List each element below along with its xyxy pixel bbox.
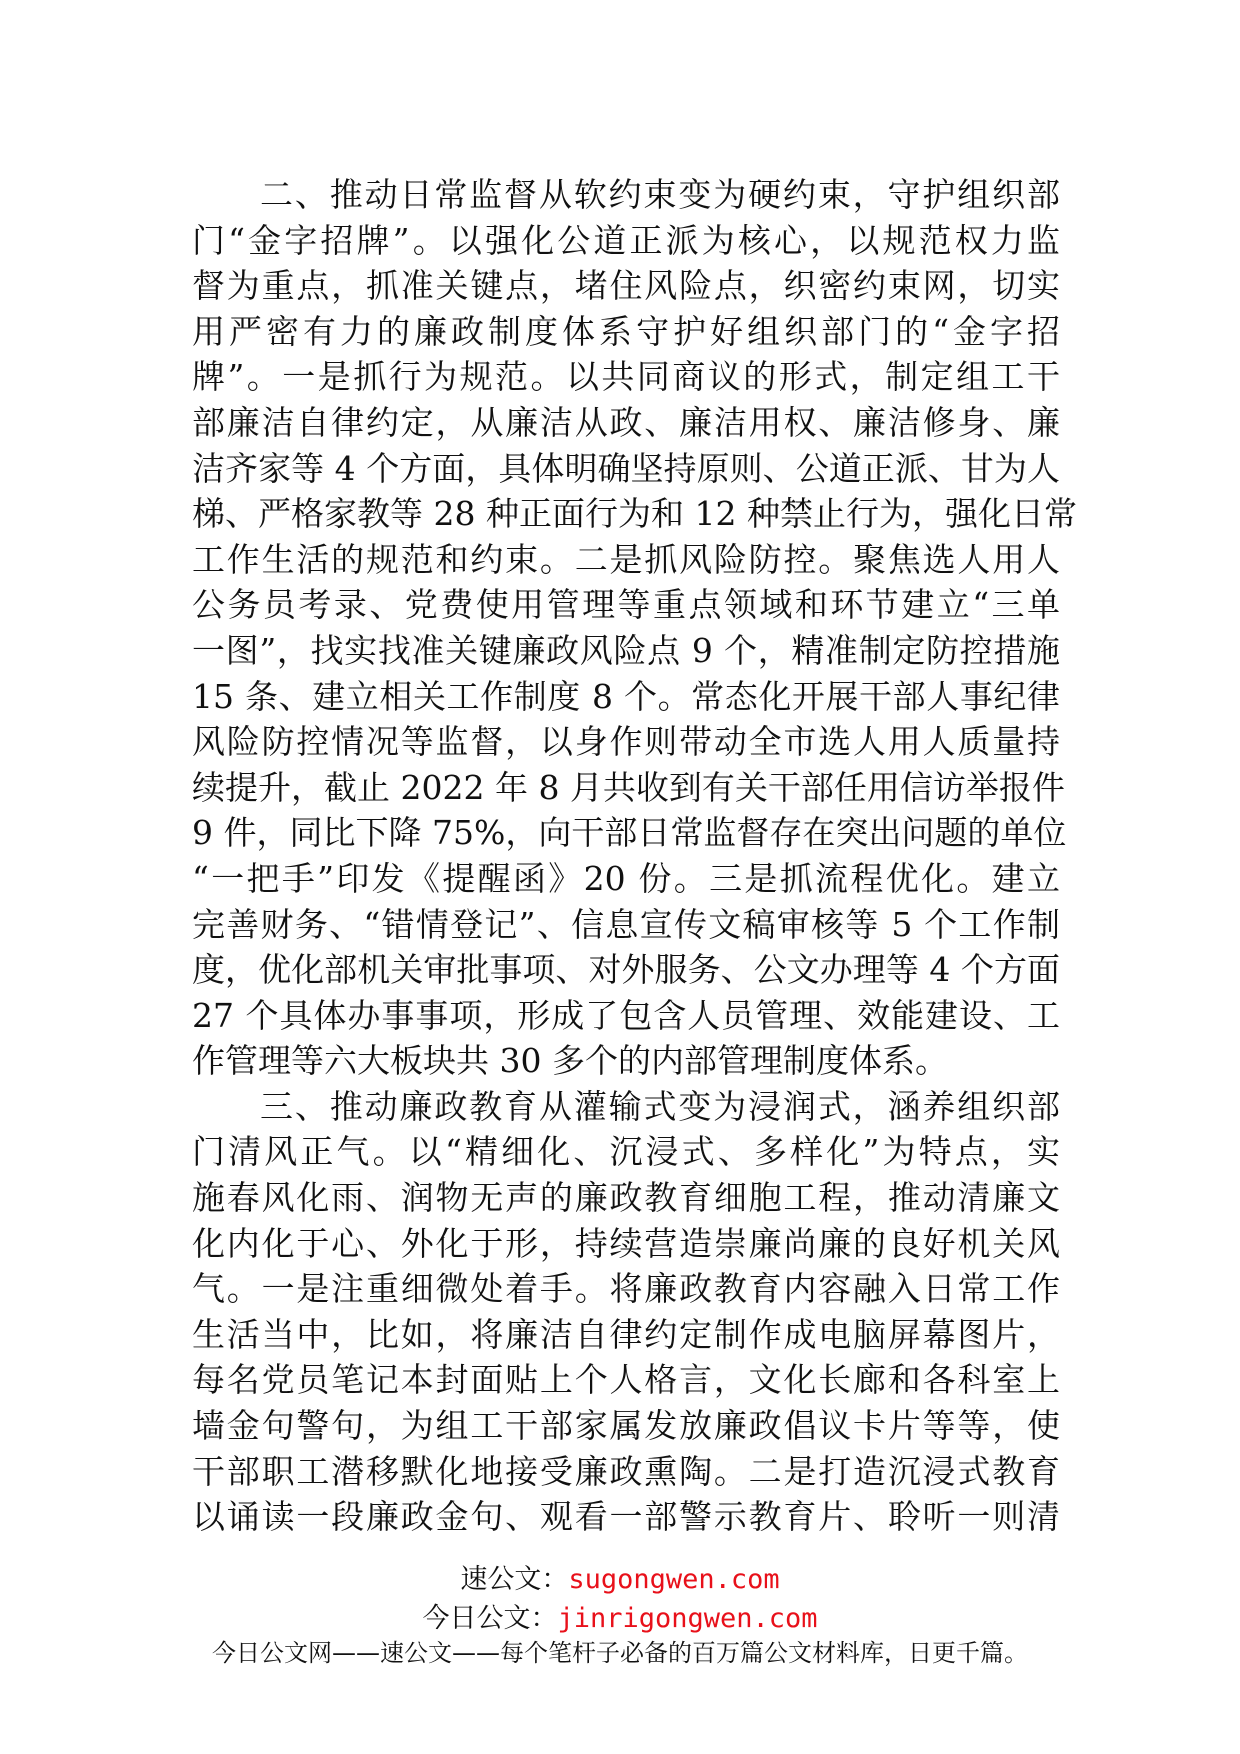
footer-site1: [0, 1557, 1240, 1596]
text-line: 三、推动廉政教育从灌输式变为浸润式，涵养组织部: [260, 1086, 1060, 1126]
footer-site2-label: 今日公文：: [422, 1603, 558, 1634]
text-line: 墙金句警句，为组工干部家属发放廉政倡议卡片等等，使: [192, 1406, 1060, 1446]
footer-site2-link[interactable]: jinrigongwen.com: [557, 1603, 818, 1634]
document-body: [192, 172, 1077, 1540]
text-line: 施春风化雨、润物无声的廉政教育细胞工程，推动清廉文: [192, 1178, 1060, 1218]
text-line: 门“金字招牌”。以强化公道正派为核心，以规范权力监: [192, 220, 1060, 260]
footer-site2: [0, 1596, 1240, 1635]
text-line: 27 个具体办事事项，形成了包含人员管理、效能建设、工: [192, 995, 1060, 1035]
text-line: 续提升，截止 2022 年 8 月共收到有关干部任用信访举报件: [192, 767, 1065, 807]
text-line: 气。一是注重细微处着手。将廉政教育内容融入日常工作: [192, 1269, 1060, 1309]
text-line: 完善财务、“错情登记”、信息宣传文稿审核等 5 个工作制: [192, 904, 1060, 944]
text-line: 风险防控情况等监督，以身作则带动全市选人用人质量持: [192, 722, 1060, 762]
text-line: 生活当中，比如，将廉洁自律约定制作成电脑屏幕图片，: [192, 1314, 1060, 1354]
text-line: 梯、严格家教等 28 种正面行为和 12 种禁止行为，强化日常: [192, 494, 1077, 534]
text-line: 部廉洁自律约定，从廉洁从政、廉洁用权、廉洁修身、廉: [192, 402, 1060, 442]
text-line: 公务员考录、党费使用管理等重点领域和环节建立“三单: [192, 585, 1060, 625]
text-line: 以诵读一段廉政金句、观看一部警示教育片、聆听一则清: [192, 1497, 1060, 1537]
text-line: 督为重点，抓准关键点，堵住风险点，织密约束网，切实: [192, 266, 1060, 306]
text-line: 15 条、建立相关工作制度 8 个。常态化开展干部人事纪律: [192, 676, 1060, 716]
text-line: 门清风正气。以“精细化、沉浸式、多样化”为特点，实: [192, 1132, 1060, 1172]
text-line: 化内化于心、外化于形，持续营造崇廉尚廉的良好机关风: [192, 1223, 1060, 1263]
text-line: 二、推动日常监督从软约束变为硬约束，守护组织部: [260, 175, 1060, 214]
text-line: “一把手”印发《提醒函》20 份。三是抓流程优化。建立: [192, 858, 1060, 898]
text-line: 牌”。一是抓行为规范。以共同商议的形式，制定组工干: [192, 357, 1060, 397]
footer-site1-link[interactable]: sugongwen.com: [568, 1564, 780, 1595]
text-line: 9 件，同比下降 75%，向干部日常监督存在突出问题的单位: [192, 813, 1067, 853]
text-line: 作管理等六大板块共 30 多个的内部管理制度体系。: [192, 1041, 948, 1081]
footer-slogan: 今日公文网——速公文——每个笔杆子必备的百万篇公文材料库，日更千篇。: [212, 1639, 1028, 1667]
text-line: 用严密有力的廉政制度体系守护好组织部门的“金字招: [192, 311, 1060, 351]
text-line: 干部职工潜移默化地接受廉政熏陶。二是打造沉浸式教育: [192, 1451, 1060, 1491]
text-line: 每名党员笔记本封面贴上个人格言，文化长廊和各科室上: [192, 1360, 1060, 1400]
text-line: 工作生活的规范和约束。二是抓风险防控。聚焦选人用人: [192, 539, 1060, 579]
text-line: 度，优化部机关审批事项、对外服务、公文办理等 4 个方面: [192, 950, 1060, 990]
text-line: 一图”，找实找准关键廉政风险点 9 个，精准制定防控措施: [192, 630, 1060, 670]
footer-site1-label: 速公文：: [460, 1564, 569, 1595]
text-line: 洁齐家等 4 个方面，具体明确坚持原则、公道正派、甘为人: [192, 448, 1060, 488]
